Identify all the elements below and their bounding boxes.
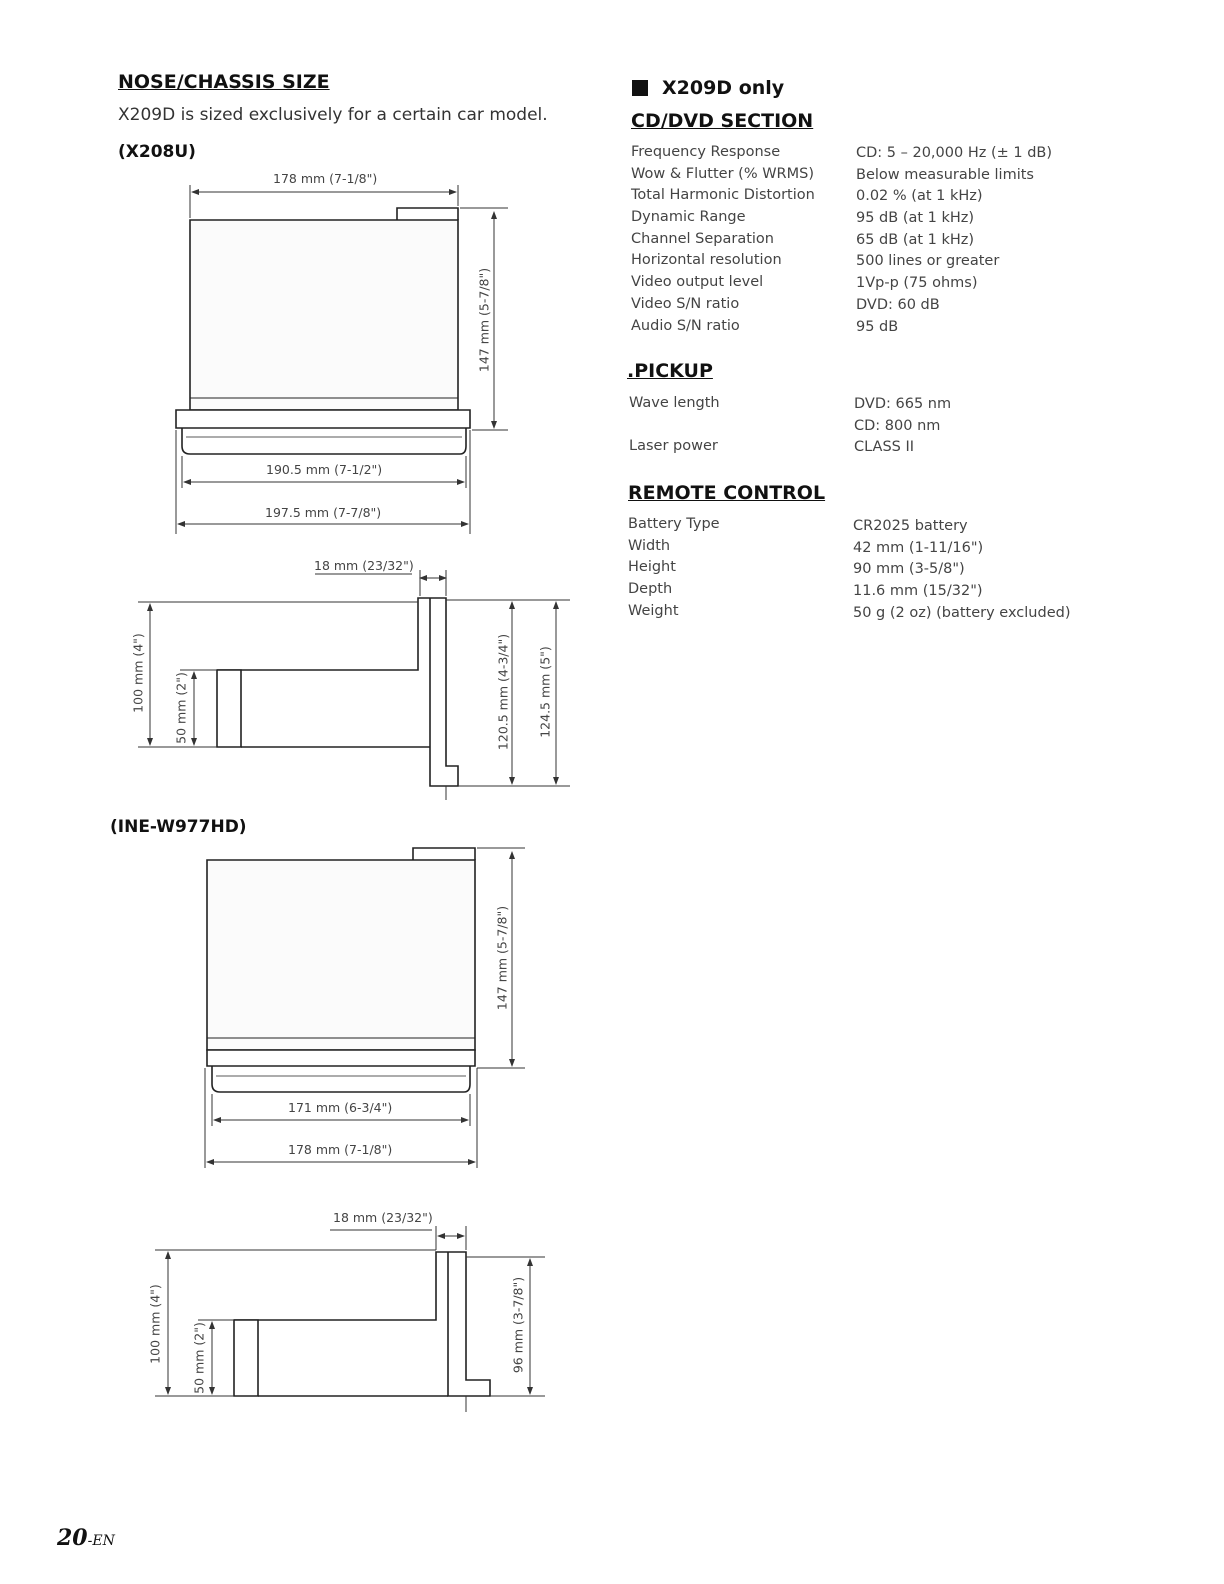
spec-label: Channel Separation: [631, 230, 774, 247]
pickup-values: [854, 394, 951, 459]
spec-label: Total Harmonic Distortion: [631, 187, 815, 204]
ine-w977hd-side-dimensions: [155, 1226, 545, 1412]
pickup-dvd-value: DVD: 665 nm: [854, 396, 952, 412]
remote-values: [853, 516, 1070, 624]
pickup-heading: .PICKUP: [627, 360, 713, 382]
x209d-only-badge: [632, 77, 784, 99]
ine-depth-offset-label: 18 mm (23/32"): [333, 1210, 433, 1225]
ine-outer-width-label: 178 mm (7-1/8"): [288, 1142, 393, 1157]
cd-dvd-labels: [631, 142, 815, 337]
pickup-cd-value: CD: 800 nm: [854, 417, 941, 434]
x208u-depth-offset-label: 18 mm (23/32"): [314, 558, 414, 573]
spec-value: 0.02 % (at 1 kHz): [856, 188, 983, 205]
spec-value: 95 dB (at 1 kHz): [856, 210, 975, 227]
badge-label: X209D only: [662, 77, 785, 99]
pickup-laser-label: Laser power: [629, 438, 718, 454]
x208u-front-drawing: [176, 208, 470, 454]
ine-w977hd-front-drawing: [207, 848, 475, 1092]
nose-chassis-heading: NOSE/CHASSIS SIZE: [118, 71, 330, 93]
x208u-nose-height-label: 120.5 mm (4-3/4"): [495, 633, 511, 751]
ine-rear-height-label: 50 mm (2"): [191, 1322, 207, 1394]
spec-label: Weight: [628, 602, 679, 619]
ine-height-label: 147 mm (5-7/8"): [494, 905, 510, 1011]
spec-value: DVD: 60 dB: [856, 296, 940, 313]
intro-text: X209D is sized exclusively for a certain car model.: [118, 105, 548, 125]
remote-labels: [628, 514, 720, 622]
x208u-chassis-height-label: 100 mm (4"): [130, 633, 146, 713]
spec-label: Horizontal resolution: [631, 252, 782, 269]
spec-value: 65 dB (at 1 kHz): [856, 231, 975, 248]
spec-value: 11.6 mm (15/32"): [853, 583, 983, 600]
pickup-wave-label: Wave length: [629, 395, 720, 411]
x208u-side-drawing: [217, 598, 458, 786]
model-ine-w977hd-title: (INE-W977HD): [110, 817, 247, 837]
spec-label: Video S/N ratio: [631, 295, 740, 312]
spec-label: Frequency Response: [631, 144, 781, 160]
model-x208u-title: (X208U): [118, 142, 196, 162]
cd-dvd-values: [856, 143, 1052, 338]
square-bullet-icon: [632, 80, 648, 96]
x208u-rear-height-label: 50 mm (2"): [173, 672, 189, 744]
spec-label: Video output level: [631, 274, 764, 291]
spec-value: 1Vp-p (75 ohms): [856, 275, 978, 292]
x208u-height-label: 147 mm (5-7/8"): [476, 267, 492, 373]
spec-label: Wow & Flutter (% WRMS): [631, 165, 814, 182]
spec-value: Below measurable limits: [856, 166, 1034, 183]
x208u-outer-width-label: 197.5 mm (7-7/8"): [265, 505, 382, 520]
spec-value: CR2025 battery: [853, 518, 968, 534]
page-number: [57, 1525, 115, 1551]
spec-value: 95 dB: [856, 318, 899, 335]
page-number-value: 20: [57, 1525, 88, 1551]
spec-value: CD: 5 – 20,000 Hz (± 1 dB): [856, 145, 1053, 161]
spec-label: Dynamic Range: [631, 209, 746, 226]
spec-value: 50 g (2 oz) (battery excluded): [853, 604, 1071, 621]
ine-outer-height-label: 96 mm (3-7/8"): [510, 1276, 526, 1374]
spec-value: 42 mm (1-11/16"): [853, 539, 984, 556]
page-number-suffix: -EN: [87, 1533, 115, 1549]
remote-control-heading: REMOTE CONTROL: [628, 482, 826, 504]
cd-dvd-heading: CD/DVD SECTION: [631, 110, 814, 132]
ine-chassis-height-label: 100 mm (4"): [147, 1284, 163, 1364]
x208u-outer-height-label: 124.5 mm (5"): [537, 646, 553, 738]
spec-label: Depth: [628, 581, 673, 598]
spec-label: Height: [628, 559, 676, 576]
ine-nose-width-label: 171 mm (6-3/4"): [288, 1100, 393, 1115]
spec-label: Audio S/N ratio: [631, 317, 740, 334]
pickup-laser-value: CLASS II: [854, 439, 915, 456]
spec-label: Width: [628, 537, 671, 554]
spec-value: 500 lines or greater: [856, 253, 1000, 270]
spec-label: Battery Type: [628, 516, 720, 532]
x208u-top-width-label: 178 mm (7-1/8"): [273, 171, 378, 186]
ine-w977hd-side-drawing: [234, 1252, 490, 1396]
x208u-nose-width-label: 190.5 mm (7-1/2"): [266, 462, 383, 477]
spec-value: 90 mm (3-5/8"): [853, 561, 965, 578]
